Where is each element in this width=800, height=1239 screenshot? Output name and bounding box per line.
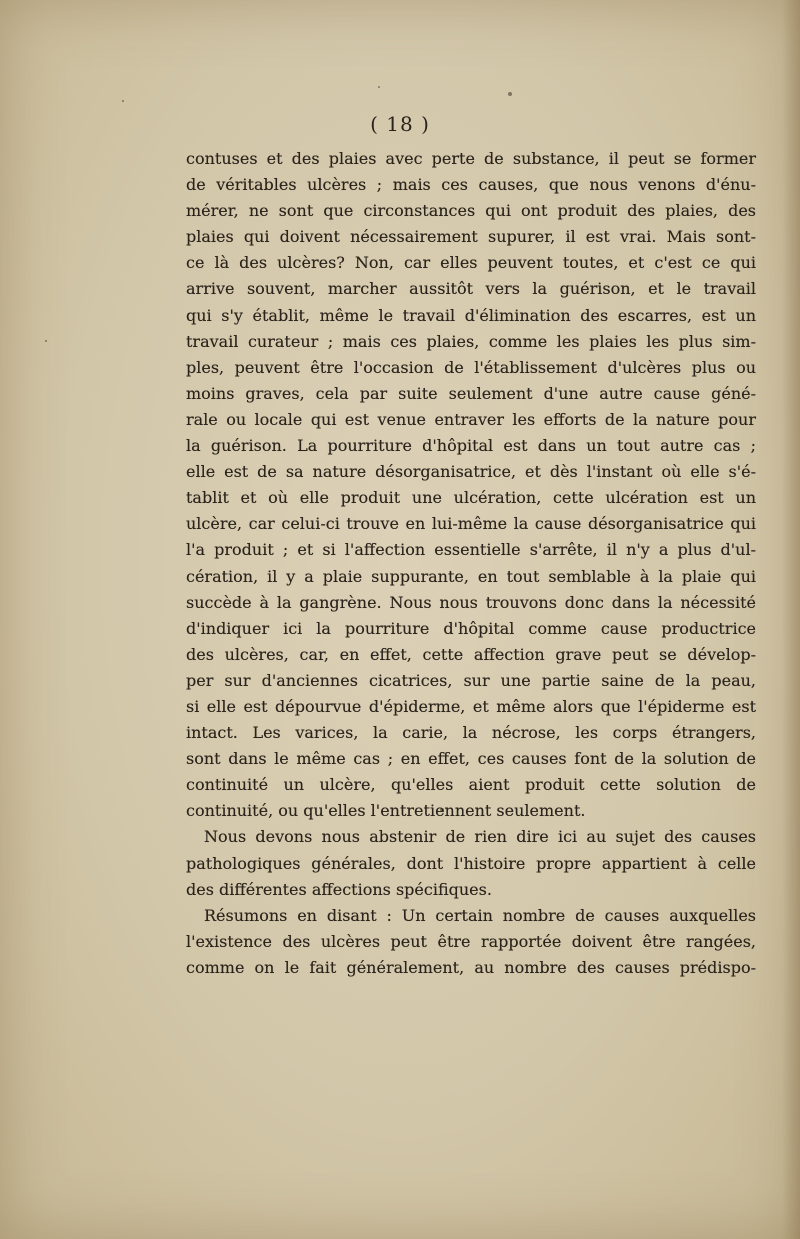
text-line: continuité, ou qu'elles l'entretiennent seulement. [186, 801, 586, 821]
text-line: l'existence des ulcères peut être rapportée doivent être rangées, [186, 931, 756, 951]
text-line: pathologiques générales, dont l'histoire propre appartient à celle [186, 853, 756, 873]
text-line: ce là des ulcères? Non, car elles peuvent toutes, et c'est ce qui [186, 253, 756, 273]
text-line: intact. Les varices, la carie, la nécrose, les corps étrangers, [186, 723, 756, 743]
text-line: la guérison. La pourriture d'hôpital est dans un tout autre cas ; [186, 436, 756, 456]
ink-speck [45, 340, 47, 342]
text-line: qui s'y établit, même le travail d'élimination des escarres, est un [186, 305, 756, 325]
text-line: arrive souvent, marcher aussitôt vers la guérison, et le travail [186, 279, 756, 299]
text-line: rale ou locale qui est venue entraver les efforts de la nature pour [186, 409, 756, 429]
ink-speck [122, 100, 124, 102]
text-line: succède à la gangrène. Nous nous trouvons donc dans la nécessité [186, 592, 756, 612]
text-line: mérer, ne sont que circonstances qui ont produit des plaies, des [186, 201, 756, 221]
text-line: per sur d'anciennes cicatrices, sur une partie saine de la peau, [186, 670, 756, 690]
text-line: Résumons en disant : Un certain nombre de causes auxquelles [204, 905, 756, 925]
text-line: l'a produit ; et si l'affection essentielle s'arrête, il n'y a plus d'ul- [186, 540, 756, 560]
text-line: tablit et où elle produit une ulcération, cette ulcération est un [186, 488, 756, 508]
text-line: ples, peuvent être l'occasion de l'établissement d'ulcères plus ou [186, 357, 756, 377]
text-line: contuses et des plaies avec perte de substance, il peut se former [186, 149, 756, 168]
ink-speck [508, 92, 512, 96]
page-number: ( 18 ) [370, 112, 430, 136]
text-line: d'indiquer ici la pourriture d'hôpital comme cause productrice [186, 618, 756, 638]
text-line: travail curateur ; mais ces plaies, comme les plaies les plus sim- [186, 331, 756, 351]
body-text [186, 146, 756, 981]
text-line: cération, il y a plaie suppurante, en tout semblable à la plaie qui [186, 566, 756, 586]
text-line: continuité un ulcère, qu'elles aient produit cette solution de [186, 775, 756, 795]
text-line: ulcère, car celui-ci trouve en lui-même la cause désorganisatrice qui [186, 514, 756, 534]
text-line: elle est de sa nature désorganisatrice, et dès l'instant où elle s'é- [186, 462, 756, 482]
text-line: des ulcères, car, en effet, cette affection grave peut se dévelop- [186, 644, 756, 664]
text-line: Nous devons nous abstenir de rien dire ici au sujet des causes [204, 827, 756, 847]
page-edge-shadow [782, 0, 800, 1239]
text-line: plaies qui doivent nécessairement supurer, il est vrai. Mais sont- [186, 227, 756, 247]
text-line: de véritables ulcères ; mais ces causes, que nous venons d'énu- [186, 175, 756, 195]
text-line: moins graves, cela par suite seulement d'une autre cause géné- [186, 383, 756, 403]
ink-speck [378, 86, 380, 88]
text-line: des différentes affections spécifiques. [186, 879, 492, 899]
text-line: si elle est dépourvue d'épiderme, et même alors que l'épiderme est [186, 696, 756, 716]
text-line: sont dans le même cas ; en effet, ces causes font de la solution de [186, 749, 756, 769]
text-line: comme on le fait généralement, au nombre des causes prédispo- [186, 957, 756, 977]
